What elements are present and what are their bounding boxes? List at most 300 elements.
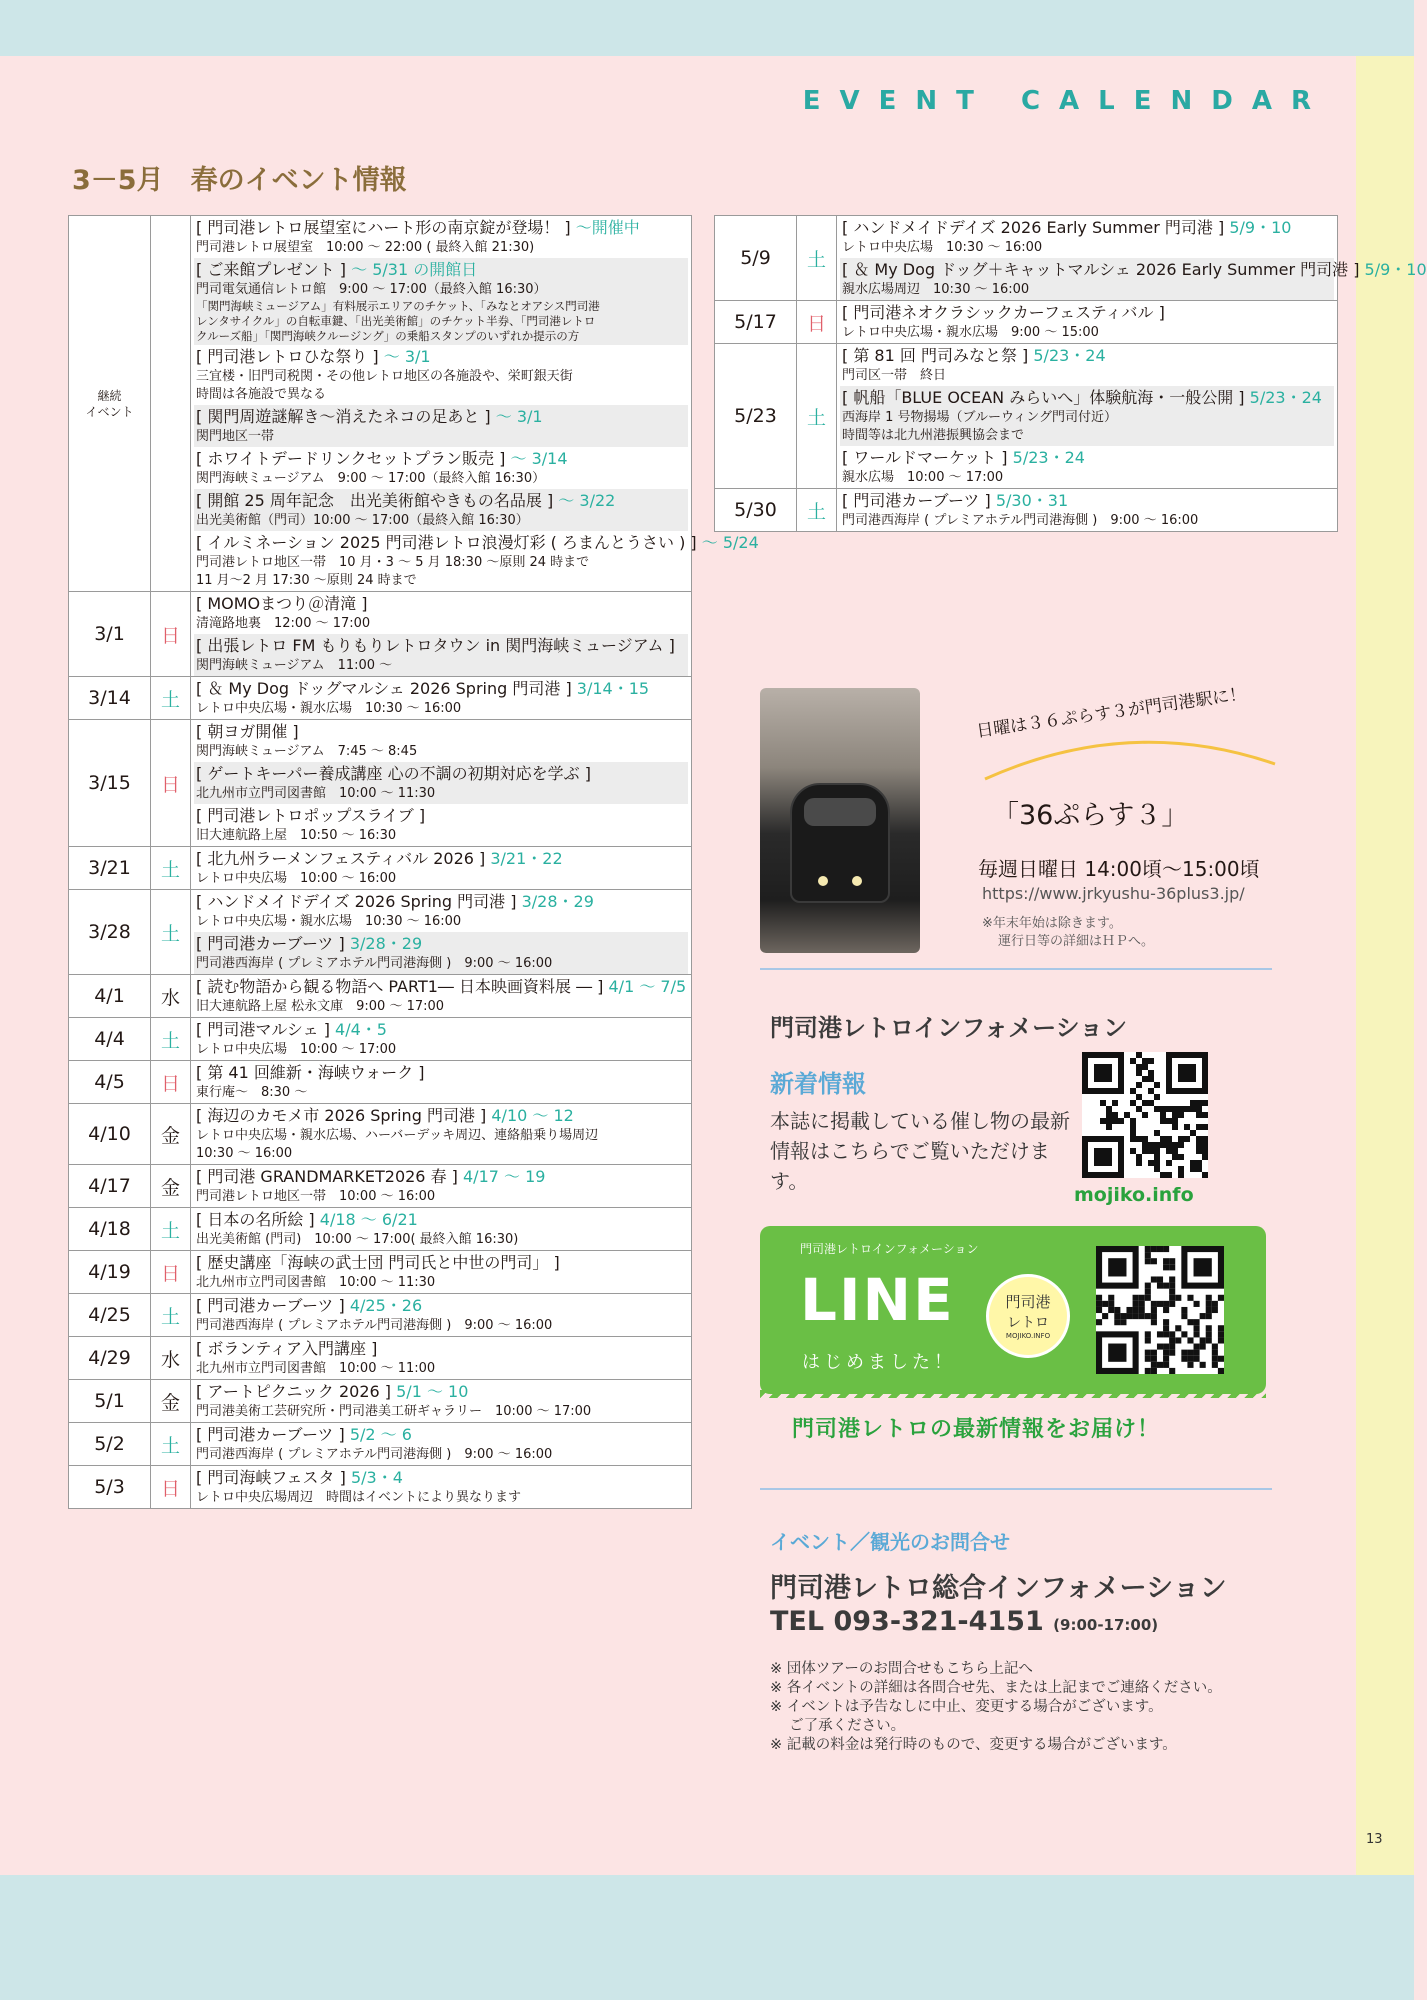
- note-line: ご了承ください。: [770, 1718, 906, 1734]
- events-cell: [191, 677, 692, 720]
- weekday-cell: 金: [151, 1165, 191, 1208]
- event-period: ～ 5/31 の開館日: [351, 260, 478, 279]
- events-cell: [191, 1337, 692, 1380]
- event-item: [194, 531, 759, 591]
- table-row: [715, 216, 1338, 301]
- tel-hours: (9:00-17:00): [1053, 1616, 1159, 1634]
- right-band: [1356, 0, 1414, 2000]
- event-item: [194, 1380, 688, 1422]
- contact-tel[interactable]: [770, 1606, 1158, 1637]
- event-name: [ 第 81 回 門司みなと祭 ]: [842, 346, 1029, 365]
- event-name: [ ハンドメイドデイズ 2026 Early Summer 門司港 ]: [842, 218, 1225, 237]
- contact-notes: [770, 1660, 1222, 1755]
- events-cell: [191, 1380, 692, 1423]
- event-name: [ 門司港カーブーツ ]: [196, 1425, 345, 1444]
- weekday-cell: 土: [797, 489, 837, 532]
- promo-note: ※年末年始は除きます。: [982, 916, 1122, 931]
- date-cell: 5/9: [715, 216, 797, 301]
- event-item: [194, 677, 688, 719]
- promo-url[interactable]: https://www.jrkyushu-36plus3.jp/: [982, 884, 1245, 903]
- event-period: 3/28・29: [521, 892, 594, 911]
- event-period: 5/30・31: [995, 491, 1069, 510]
- date-cell: 3/14: [69, 677, 151, 720]
- event-period: ～開催中: [575, 218, 640, 237]
- event-name: [ 北九州ラーメンフェスティバル 2026 ]: [196, 849, 486, 868]
- event-item: [194, 1061, 688, 1103]
- page-subtitle: 3－5月 春のイベント情報: [72, 165, 407, 196]
- separator: [760, 968, 1272, 970]
- event-title: [196, 1105, 686, 1127]
- event-item: [194, 975, 688, 1017]
- corner-band: [1356, 0, 1414, 56]
- event-title: [196, 635, 686, 657]
- date-cell: 5/23: [715, 344, 797, 489]
- table-row: [69, 720, 692, 847]
- event-name: [ 門司港マルシェ ]: [196, 1020, 330, 1039]
- date-cell: 3/15: [69, 720, 151, 847]
- event-title: [196, 1424, 686, 1446]
- table-row: [715, 489, 1338, 532]
- event-info: 西海岸 1 号物揚場（ブルーウィング門司付近）: [842, 410, 1117, 425]
- events-cell: [191, 592, 692, 677]
- event-title: [842, 302, 1332, 324]
- date-cell: 4/19: [69, 1251, 151, 1294]
- table-row: [69, 677, 692, 720]
- note-line: ※ 各イベントの詳細は各問合せ先、または上記までご連絡ください。: [770, 1680, 1222, 1696]
- event-period: 4/18 ～ 6/21: [319, 1210, 418, 1229]
- weekday-cell: 土: [151, 1208, 191, 1251]
- event-period: ～ 3/1: [383, 347, 431, 366]
- event-info: レトロ中央広場周辺 時間はイベントにより異なります: [196, 1490, 522, 1505]
- event-name: [ 読む物語から観る物語へ PART1― 日本映画資料展 ― ]: [196, 977, 604, 996]
- weekday-cell: 土: [797, 216, 837, 301]
- event-period: 3/28・29: [349, 934, 423, 953]
- event-name: [ 門司港レトロ展望室にハート形の南京錠が登場！ ]: [196, 218, 571, 237]
- event-period: 5/2 ～ 6: [349, 1425, 412, 1444]
- tel-number: TEL 093-321-4151: [770, 1606, 1044, 1637]
- table-row: [715, 301, 1338, 344]
- news-text: 本誌に掲載している催し物の最新情報はこちらでご覧いただけます。: [770, 1109, 1070, 1193]
- event-name: [ ハンドメイドデイズ 2026 Spring 門司港 ]: [196, 892, 517, 911]
- badge-text: レトロ: [1007, 1315, 1049, 1331]
- event-title: [196, 1019, 686, 1041]
- date-cell: 4/1: [69, 975, 151, 1018]
- events-cell: [191, 1104, 692, 1165]
- events-cell: [837, 216, 1427, 301]
- date-cell: 4/25: [69, 1294, 151, 1337]
- event-period: 5/9・10: [1229, 218, 1292, 237]
- event-title: [842, 345, 1332, 367]
- event-item: [194, 1104, 688, 1164]
- event-item: [194, 1337, 688, 1379]
- event-title: [196, 763, 686, 785]
- event-period: 3/14・15: [576, 679, 650, 698]
- event-name: [ ボランティア入門講座 ]: [196, 1339, 378, 1358]
- event-info: 門司港西海岸 ( プレミアホテル門司港海側 ) 9:00 ～ 16:00: [842, 513, 1199, 528]
- events-cell: [191, 975, 692, 1018]
- event-item: [840, 344, 1334, 386]
- event-info: 関門海峡ミュージアム 9:00 ～ 17:00（最終入館 16:30）: [196, 471, 546, 486]
- promo-time: 毎週日曜日 14:00頃～15:00頃: [978, 857, 1260, 881]
- table-row: [69, 1294, 692, 1337]
- event-period: 4/17 ～ 19: [463, 1167, 546, 1186]
- note-line: ※ 団体ツアーのお問合せもこちら上記へ: [770, 1661, 1033, 1677]
- event-title: [196, 346, 686, 368]
- event-info: レトロ中央広場・親水広場 9:00 ～ 15:00: [842, 325, 1099, 340]
- event-period: 4/1 ～ 7/5: [608, 977, 687, 996]
- event-info: 11 月～2 月 17:30 ～原則 24 時まで: [196, 573, 417, 588]
- events-cell: [837, 301, 1338, 344]
- event-info: 門司港レトロ地区一帯 10 月・3 ～ 5 月 18:30 ～原則 24 時まで: [196, 555, 590, 570]
- event-period: 5/3・4: [350, 1468, 403, 1487]
- page-number: 13: [1366, 1832, 1383, 1847]
- event-info: 関門海峡ミュージアム 11:00 ～: [196, 658, 393, 673]
- promo-arc: [980, 724, 1280, 784]
- events-cell: [191, 1294, 692, 1337]
- event-info: レトロ中央広場・親水広場 10:30 ～ 16:00: [196, 701, 462, 716]
- separator: [760, 1488, 1272, 1490]
- event-note: クルーズ船」「関門海峡クルージング」の乗船スタンプのいずれか提示の方: [196, 329, 580, 343]
- event-info: 北九州市立門司図書館 10:00 ～ 11:30: [196, 1275, 436, 1290]
- event-title: [196, 678, 686, 700]
- table-row: [69, 1018, 692, 1061]
- continuing-label: 継続 イベント: [69, 216, 151, 592]
- promo-tagline: 日曜は３６ぷらす３が門司港駅に！: [975, 684, 1248, 742]
- promo-note: 運行日等の詳細はＨＰへ。: [998, 934, 1155, 949]
- date-cell: 3/28: [69, 890, 151, 975]
- line-caption: 門司港レトロの最新情報をお届け！: [792, 1417, 1161, 1442]
- event-item: [194, 762, 688, 804]
- event-info: 時間等は北九州港振興協会まで: [842, 428, 1025, 443]
- event-item: [194, 258, 688, 345]
- event-title: [842, 259, 1427, 281]
- event-info: 清滝路地裏 12:00 ～ 17:00: [196, 616, 371, 631]
- line-banner-title: LINE: [800, 1266, 955, 1334]
- event-period: 4/10 ～ 12: [491, 1106, 574, 1125]
- date-cell: 5/17: [715, 301, 797, 344]
- event-item: [194, 1466, 688, 1508]
- table-row: [69, 216, 692, 592]
- events-cell: [191, 1251, 692, 1294]
- event-info: 10:30 ～ 16:00: [196, 1146, 293, 1161]
- event-item: [194, 592, 688, 634]
- event-title: [842, 490, 1332, 512]
- event-item: [840, 489, 1334, 531]
- weekday-cell: 土: [797, 344, 837, 489]
- note-line: ※ イベントは予告なしに中止、変更する場合がございます。: [770, 1699, 1163, 1715]
- weekday-cell: 土: [151, 677, 191, 720]
- event-info: 親水広場 10:00 ～ 17:00: [842, 470, 1004, 485]
- event-title: [196, 1381, 686, 1403]
- event-info: レトロ中央広場 10:30 ～ 16:00: [842, 240, 1043, 255]
- weekday-cell: 日: [797, 301, 837, 344]
- event-period: ～ 3/14: [510, 449, 568, 468]
- event-name: [ 門司港レトロポップスライブ ]: [196, 806, 426, 825]
- event-item: [840, 446, 1334, 488]
- event-item: [194, 847, 688, 889]
- date-cell: 4/18: [69, 1208, 151, 1251]
- event-name: [ 帆船「BLUE OCEAN みらいへ」体験航海・一般公開 ]: [842, 388, 1245, 407]
- event-title: [196, 1209, 686, 1231]
- date-cell: 5/3: [69, 1466, 151, 1509]
- table-row: [69, 1380, 692, 1423]
- date-cell: 5/1: [69, 1380, 151, 1423]
- badge-text: MOJIKO.INFO: [1005, 1332, 1051, 1340]
- weekday-cell: 土: [151, 847, 191, 890]
- contact-label: イベント／観光のお問合せ: [770, 1530, 1010, 1554]
- event-item: [194, 804, 688, 846]
- mojiko-retro-badge: [986, 1274, 1070, 1358]
- event-name: [ 門司港 GRANDMARKET2026 春 ]: [196, 1167, 458, 1186]
- event-period: 3/21・22: [490, 849, 563, 868]
- event-info: 時間は各施設で異なる: [196, 387, 327, 402]
- event-title: [196, 259, 686, 281]
- event-title: [196, 532, 759, 554]
- table-row: [69, 1104, 692, 1165]
- line-qr-code-icon[interactable]: [1096, 1246, 1224, 1374]
- table-row: [69, 1423, 692, 1466]
- event-info: 旧大連航路上屋 10:50 ～ 16:30: [196, 828, 397, 843]
- weekday-cell: 水: [151, 1337, 191, 1380]
- event-name: [ 第 41 回維新・海峡ウォーク ]: [196, 1063, 425, 1082]
- train-light: [852, 876, 862, 886]
- event-name: [ 関門周遊謎解き～消えたネコの足あと ]: [196, 407, 491, 426]
- event-title: [842, 387, 1332, 409]
- line-banner-top: 門司港レトロインフォメーション: [800, 1242, 979, 1256]
- event-info: 門司港レトロ展望室 10:00 ～ 22:00 ( 最終入館 21:30): [196, 240, 535, 255]
- date-cell: 3/1: [69, 592, 151, 677]
- table-row: [69, 592, 692, 677]
- event-info: レトロ中央広場 10:00 ～ 16:00: [196, 871, 397, 886]
- stripe-divider: [760, 1390, 1266, 1398]
- weekday-cell: 土: [151, 1018, 191, 1061]
- qr-code-icon[interactable]: [1082, 1052, 1208, 1178]
- event-calendar-heading: EVENT CALENDAR: [802, 86, 1330, 116]
- weekday-cell: 日: [151, 720, 191, 847]
- weekday-cell: [151, 216, 191, 592]
- event-item: [194, 720, 688, 762]
- event-title: [196, 406, 686, 428]
- event-title: [196, 976, 686, 998]
- news-label: 新着情報: [770, 1070, 866, 1098]
- event-name: [ 出張レトロ FM もりもりレトロタウン in 関門海峡ミュージアム ]: [196, 636, 675, 655]
- event-note: レンタサイクル」の自転車鍵、「出光美術館」のチケット半券、「門司港レトロ: [196, 314, 596, 328]
- event-item: [194, 216, 688, 258]
- event-name: [ 海辺のカモメ市 2026 Spring 門司港 ]: [196, 1106, 487, 1125]
- table-row: [69, 1337, 692, 1380]
- event-item: [194, 1018, 688, 1060]
- event-name: [ ご来館プレゼント ]: [196, 260, 347, 279]
- event-name: [ 歴史講座「海峡の武士団 門司氏と中世の門司」 ]: [196, 1253, 560, 1272]
- event-title: [842, 447, 1332, 469]
- table-row: [69, 1251, 692, 1294]
- event-title: [196, 848, 686, 870]
- event-title: [196, 1166, 686, 1188]
- event-period: ～ 3/22: [558, 491, 616, 510]
- events-cell: [191, 1061, 692, 1104]
- event-info: 門司港レトロ地区一帯 10:00 ～ 16:00: [196, 1189, 436, 1204]
- weekday-cell: 日: [151, 592, 191, 677]
- events-cell: [191, 1423, 692, 1466]
- event-info: レトロ中央広場 10:00 ～ 17:00: [196, 1042, 397, 1057]
- event-title: [196, 1252, 686, 1274]
- event-title: [196, 448, 686, 470]
- event-title: [196, 217, 686, 239]
- info-heading: 門司港レトロインフォメーション: [770, 1014, 1128, 1042]
- event-info: 親水広場周辺 10:30 ～ 16:00: [842, 282, 1030, 297]
- event-name: [ MOMOまつり＠清滝 ]: [196, 594, 368, 613]
- event-info: 北九州市立門司図書館 10:00 ～ 11:30: [196, 786, 436, 801]
- events-cell: [191, 720, 692, 847]
- qr-label[interactable]: mojiko.info: [1074, 1184, 1194, 1206]
- badge-text: 門司港: [1005, 1293, 1051, 1311]
- event-info: 門司港西海岸 ( プレミアホテル門司港海側 ) 9:00 ～ 16:00: [196, 1447, 553, 1462]
- weekday-cell: 土: [151, 1423, 191, 1466]
- table-row: [69, 1208, 692, 1251]
- weekday-cell: 日: [151, 1061, 191, 1104]
- event-title: [196, 490, 686, 512]
- train-photo: [760, 688, 920, 953]
- top-band: [0, 0, 1414, 56]
- event-period: 5/23・24: [1033, 346, 1106, 365]
- event-name: [ アートピクニック 2026 ]: [196, 1382, 392, 1401]
- table-row: [69, 1061, 692, 1104]
- event-info: 出光美術館（門司）10:00 ～ 17:00（最終入館 16:30）: [196, 513, 529, 528]
- event-item: [840, 301, 1334, 343]
- event-info: 東行庵～ 8:30 ～: [196, 1085, 308, 1100]
- events-cell: [191, 1466, 692, 1509]
- table-row: [69, 1466, 692, 1509]
- event-info: 門司電気通信レトロ館 9:00 ～ 17:00（最終入館 16:30）: [196, 282, 547, 297]
- event-item: [194, 345, 688, 405]
- event-info: 関門海峡ミュージアム 7:45 ～ 8:45: [196, 744, 418, 759]
- weekday-cell: 水: [151, 975, 191, 1018]
- event-name: [ 門司海峡フェスタ ]: [196, 1468, 346, 1487]
- event-item: [194, 489, 688, 531]
- calendar-table-right: [714, 215, 1427, 532]
- event-item: [194, 1165, 688, 1207]
- event-name: [ ＆ My Dog ドッグマルシェ 2026 Spring 門司港 ]: [196, 679, 572, 698]
- event-info: 門司港美術工芸研究所・門司港美工研ギャラリー 10:00 ～ 17:00: [196, 1404, 592, 1419]
- event-title: [196, 1295, 686, 1317]
- event-period: 4/25・26: [349, 1296, 423, 1315]
- event-name: [ 門司港カーブーツ ]: [196, 934, 345, 953]
- event-period: 5/1 ～ 10: [396, 1382, 469, 1401]
- events-cell: [837, 344, 1338, 489]
- event-item: [194, 1208, 688, 1250]
- event-item: [194, 932, 688, 974]
- date-cell: 4/10: [69, 1104, 151, 1165]
- events-cell: [191, 1165, 692, 1208]
- event-period: 4/4・5: [335, 1020, 387, 1039]
- event-period: 5/9・10: [1364, 260, 1427, 279]
- event-info: レトロ中央広場・親水広場 10:30 ～ 16:00: [196, 914, 462, 929]
- event-info: 旧大連航路上屋 松永文庫 9:00 ～ 17:00: [196, 999, 445, 1014]
- event-period: ～ 3/1: [495, 407, 543, 426]
- train-light: [818, 876, 828, 886]
- event-title: [196, 593, 686, 615]
- event-item: [194, 1423, 688, 1465]
- note-line: ※ 記載の料金は発行時のもので、変更する場合がございます。: [770, 1737, 1177, 1753]
- event-name: [ 門司港カーブーツ ]: [196, 1296, 345, 1315]
- date-cell: 3/21: [69, 847, 151, 890]
- event-name: [ 朝ヨガ開催 ]: [196, 722, 299, 741]
- train-window: [804, 798, 876, 826]
- line-banner-sub: はじめました！: [802, 1352, 956, 1373]
- line-banner[interactable]: [760, 1226, 1266, 1394]
- event-item: [194, 447, 688, 489]
- event-name: [ 門司港カーブーツ ]: [842, 491, 991, 510]
- event-title: [196, 1062, 686, 1084]
- weekday-cell: 土: [151, 890, 191, 975]
- event-title: [196, 805, 686, 827]
- event-title: [196, 933, 686, 955]
- events-cell: [191, 890, 692, 975]
- event-title: [196, 1467, 686, 1489]
- table-row: [715, 344, 1338, 489]
- promo-36plus3: [760, 684, 1280, 953]
- event-name: [ 門司港レトロひな祭り ]: [196, 347, 379, 366]
- date-cell: 4/29: [69, 1337, 151, 1380]
- event-title: [196, 721, 686, 743]
- event-info: 関門地区一帯: [196, 429, 275, 444]
- event-info: 門司港西海岸 ( プレミアホテル門司港海側 ) 9:00 ～ 16:00: [196, 956, 553, 971]
- event-info: 門司区一帯 終日: [842, 368, 947, 383]
- events-cell: [191, 1018, 692, 1061]
- event-title: [196, 1338, 686, 1360]
- date-cell: 4/5: [69, 1061, 151, 1104]
- date-cell: 4/4: [69, 1018, 151, 1061]
- weekday-cell: 日: [151, 1466, 191, 1509]
- event-item: [194, 1251, 688, 1293]
- event-item: [194, 405, 688, 447]
- event-period: 5/23・24: [1012, 448, 1085, 467]
- table-row: [69, 847, 692, 890]
- event-name: [ ワールドマーケット ]: [842, 448, 1008, 467]
- event-name: [ 開館 25 周年記念 出光美術館やきもの名品展 ]: [196, 491, 554, 510]
- promo-title: 「36ぷらす３」: [992, 800, 1189, 831]
- event-name: [ ＆ My Dog ドッグ＋キャットマルシェ 2026 Early Summer 門司港 ]: [842, 260, 1360, 279]
- date-cell: 5/2: [69, 1423, 151, 1466]
- event-note: 「関門海峡ミュージアム」有料展示エリアのチケット、「みなとオアシス門司港: [196, 299, 600, 313]
- event-info: レトロ中央広場・親水広場、ハーバーデッキ周辺、連絡船乗り場周辺: [196, 1128, 599, 1143]
- date-cell: 4/17: [69, 1165, 151, 1208]
- event-title: [842, 217, 1332, 239]
- event-name: [ イルミネーション 2025 門司港レトロ浪漫灯彩 ( ろまんとうさい ) ]: [196, 533, 697, 552]
- weekday-cell: 金: [151, 1104, 191, 1165]
- weekday-cell: 土: [151, 1294, 191, 1337]
- events-cell: [191, 847, 692, 890]
- event-item: [840, 216, 1334, 258]
- table-row: [69, 1165, 692, 1208]
- table-row: [69, 890, 692, 975]
- event-name: [ ゲートキーパー養成講座 心の不調の初期対応を学ぶ ]: [196, 764, 591, 783]
- weekday-cell: 金: [151, 1380, 191, 1423]
- event-item: [194, 1294, 688, 1336]
- contact-org: 門司港レトロ総合インフォメーション: [770, 1573, 1227, 1604]
- events-cell: [191, 1208, 692, 1251]
- table-row: [69, 975, 692, 1018]
- event-item: [194, 890, 688, 932]
- event-name: [ ホワイトデードリンクセットプラン販売 ]: [196, 449, 506, 468]
- events-cell: [837, 489, 1338, 532]
- event-period: 5/23・24: [1249, 388, 1322, 407]
- event-name: [ 日本の名所絵 ]: [196, 1210, 315, 1229]
- event-info: 門司港西海岸 ( プレミアホテル門司港海側 ) 9:00 ～ 16:00: [196, 1318, 553, 1333]
- weekday-cell: 日: [151, 1251, 191, 1294]
- event-item: [840, 386, 1334, 446]
- event-title: [196, 891, 686, 913]
